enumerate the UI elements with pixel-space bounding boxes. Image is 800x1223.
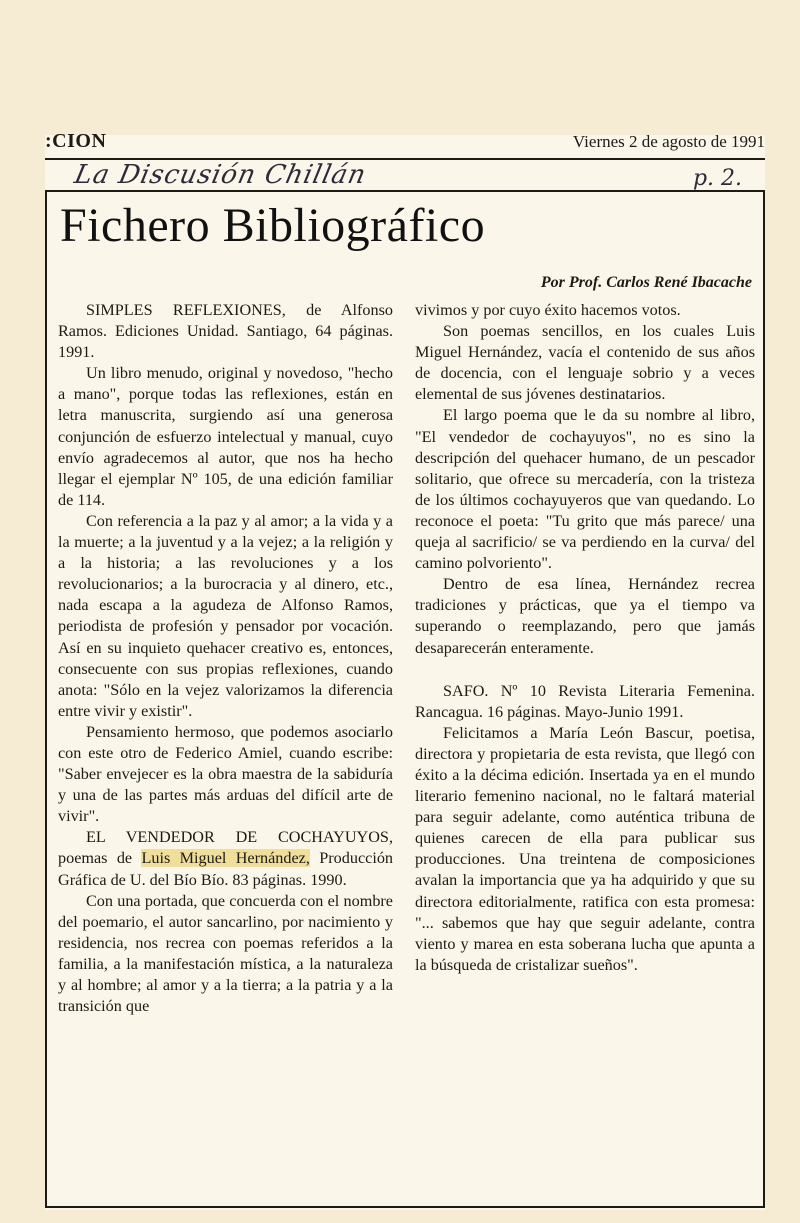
issue-date: Viernes 2 de agosto de 1991 — [572, 132, 765, 151]
section-header: :CION — [45, 130, 107, 152]
handwritten-page-note: p. 2. — [692, 166, 742, 191]
highlighted-author-name: Luis Miguel Hernández, — [141, 849, 310, 868]
left-column — [58, 300, 393, 1017]
body-paragraph: Felicitamos a María León Bascur, poetisa, directora y propietaria de esta revista, que llegó con éxito a la décima edición. Insertada ya en el mundo literario femenino nacional, no le faltará material para seguir adelante, como auténtica tribuna de quienes carecen de ella para publicar sus producciones. Una treintena de composiciones avalan la importancia que ya ha adquirido y que su directora editorialmente, ratifica con esta promesa: "... sabemos que hay que seguir adelante, contra viento y marea en esta soberana lucha que apunta a la búsqueda de cristalizar sueños". — [415, 723, 755, 974]
heading-text: EL VENDEDOR DE COCHAYUYOS, poemas de — [58, 828, 393, 868]
handwritten-source-note: La Discusión Chillán — [71, 160, 370, 190]
body-paragraph: El largo poema que le da su nombre al libro, "El vendedor de cochayuyos", no es sino la descripción del quehacer humano, de un pescador solitario, que ofrece su mercadería, con la tristeza de los últimos cochayuyeros que van quedando. Lo reconoce el poeta: "Tu grito que más parece/ una queja al sacrificio/ se va perdiendo en la curva/ del camino polvoriento". — [415, 406, 755, 573]
body-paragraph: Dentro de esa línea, Hernández recrea tradiciones y prácticas, que ya el tiempo va superando o reemplazando, pero que jamás desaparecerán enteramente. — [415, 575, 755, 657]
article-title: Fichero Bibliográfico — [60, 199, 486, 252]
heading-text: Producción Gráfica de U. del Bío Bío. 83 páginas. 1990. — [58, 849, 394, 889]
article-byline: Por Prof. Carlos René Ibacache — [540, 274, 752, 291]
body-paragraph: Un libro menudo, original y novedoso, "hecho a mano", porque todas las reflexiones, están en letra manuscrita, surgiendo así una generosa conjunción de esfuerzo intelectual y manual, cuyo envío agradecemos al autor, que nos ha hecho llegar el ejemplar Nº 105, de una edición familiar de 114. — [58, 364, 393, 509]
review-heading-safo: SAFO. Nº 10 Revista Literaria Femenina. Rancagua. 16 páginas. Mayo-Junio 1991. — [415, 681, 755, 721]
body-paragraph: Son poemas sencillos, en los cuales Luis Miguel Hernández, vacía el contenido de sus años de docencia, con el lenguaje sobrio y a veces elemental de sus jóvenes destinatarios. — [415, 322, 755, 404]
body-paragraph: Con una portada, que concuerda con el nombre del poemario, el autor sancarlino, por nacimiento y residencia, nos recrea con poemas referidos a la familia, a la manifestación mística, a la naturaleza y al hombre; al amor y a la tierra; a la patria y a la transición que — [58, 891, 393, 1016]
review-heading-simples-reflexiones: SIMPLES REFLEXIONES, de Alfonso Ramos. Ediciones Unidad. Santiago, 64 páginas. 1991. — [58, 301, 393, 362]
right-column — [415, 300, 755, 976]
body-paragraph: Pensamiento hermoso, que podemos asociarlo con este otro de Federico Amiel, cuando escribe: "Saber envejecer es la obra maestra de la sabiduría y una de las partes más arduas del difícil arte de vivir". — [58, 722, 393, 826]
body-paragraph: Con referencia a la paz y al amor; a la vida y a la muerte; a la juventud y a la vejez; a la religión y a la historia; a las revoluciones y a los revolucionarios; a la burocracia y al dinero, etc., nada escapa a la agudeza de Alfonso Ramos, periodista de profesión y pensador por vocación. Así en su inquieto quehacer creativo es, entonces, consecuente con sus propias reflexiones, cuando anota: "Sólo en la vejez valorizamos la diferencia entre vivir y existir". — [58, 511, 393, 720]
review-heading-el-vendedor — [58, 827, 393, 890]
body-paragraph: vivimos y por cuyo éxito hacemos votos. — [415, 301, 681, 319]
